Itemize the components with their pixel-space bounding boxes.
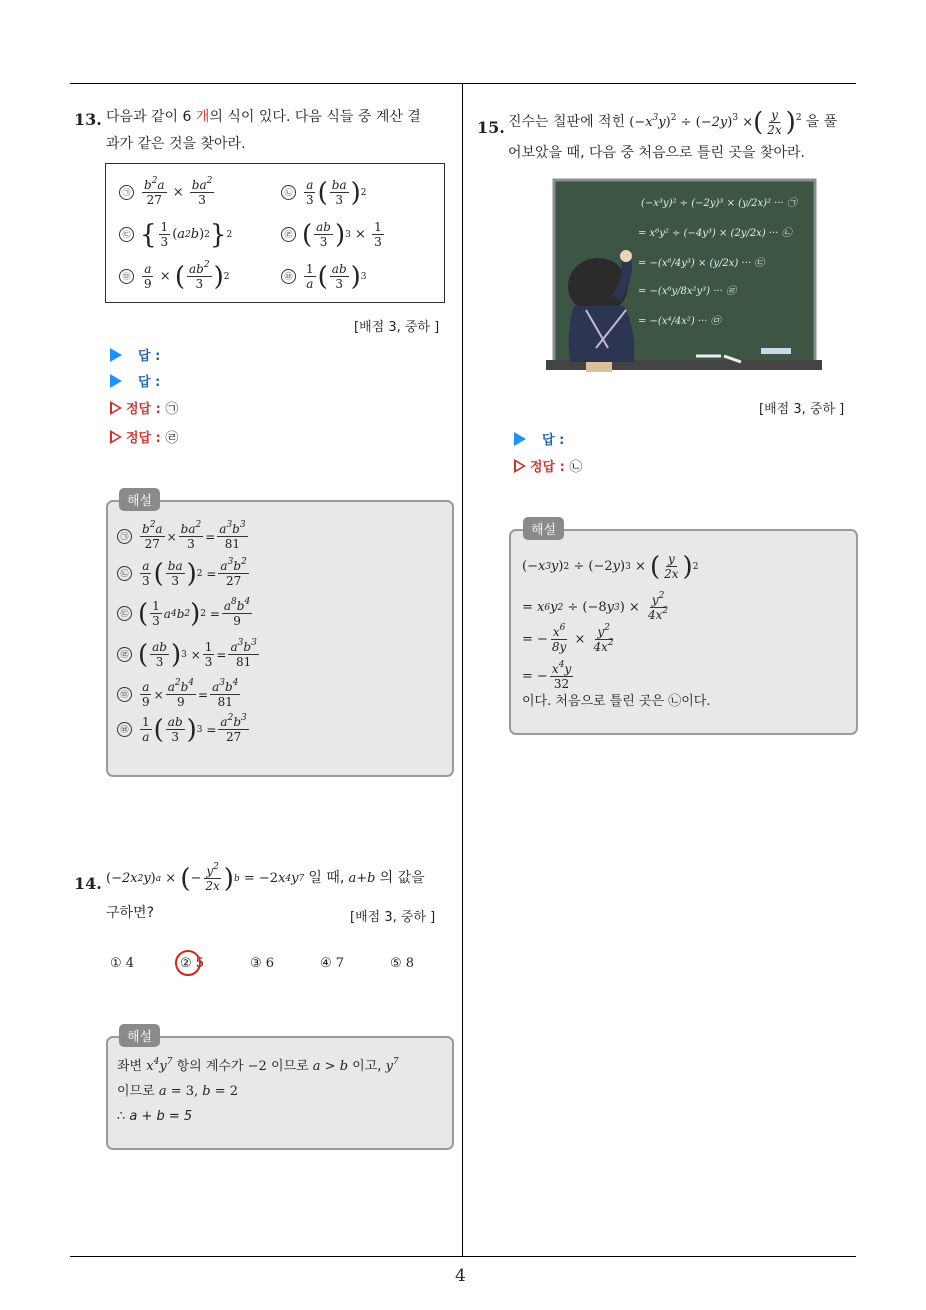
q13-correct-2: 정답 : ㉣ bbox=[110, 427, 178, 446]
student-figure bbox=[568, 250, 634, 372]
q14-choice-3[interactable]: ③ 6 bbox=[250, 956, 275, 971]
q15-answer[interactable]: 답 : bbox=[514, 429, 564, 448]
q15-question: 진수는 칠판에 적힌 $(-x^3y)^2 \div (-2y)^3$ × ( $\frac{y}{2x}$ )$^2$ 을 풀 bbox=[508, 107, 838, 138]
q15-sol-3: = − $\frac{x^6}{8y}$ × $\frac{y^2}{4x^2}$ bbox=[522, 623, 614, 654]
q13-solution-tag: 해설 bbox=[119, 488, 160, 511]
q14-score: [배점 3, 중하 ] bbox=[350, 910, 436, 925]
q14-choice-2[interactable]: ② 5 bbox=[180, 956, 205, 971]
q13-answer-2[interactable]: 답 : bbox=[110, 371, 160, 390]
q13-sol-1: ㉠ $\frac{b^2a}{27}$ × $\frac{ba^2}{3}$ = $\frac{a^3b^3}{81}$ bbox=[117, 522, 250, 551]
q13-score: [배점 3, 중하 ] bbox=[354, 320, 440, 335]
column-divider bbox=[462, 84, 463, 1256]
q14-sol-line2: 이므로 a = 3, b = 2 bbox=[117, 1084, 239, 1099]
q15-sol-4: = − $\frac{x^4y}{32}$ bbox=[522, 660, 572, 691]
q14-question-cont: 구하면? bbox=[106, 905, 155, 921]
q14-choice-5[interactable]: ⑤ 8 bbox=[390, 956, 415, 971]
q15-sol-1: ( −x 3 y ) 2 ÷ (−2 y ) 3 × ( $\frac{y}{2x}$ ) 2 bbox=[522, 551, 699, 582]
q13-sol-4: ㉣ ( $\frac{ab}{3}$ ) 3 × $\frac{1}{3}$ = $\frac{a^3b^3}{81}$ bbox=[117, 640, 261, 669]
q13-expr-4: ㉣ ( $\frac{ab}{3}$ ) 3 × $\frac{1}{3}$ bbox=[281, 220, 386, 249]
eraser bbox=[761, 348, 791, 354]
q13-question: 다음과 같이 6 개의 식이 있다. 다음 식들 중 계산 결 과가 같은 것을 찾아라. bbox=[106, 109, 421, 152]
q13-expr-2: ㉡ $\frac{a}{3}$ ( $\frac{ba}{3}$ ) 2 bbox=[281, 178, 367, 207]
q13-expr-6: ㉥ $\frac{1}{a}$ ( $\frac{ab}{3}$ ) 3 bbox=[281, 262, 367, 291]
q13-sol-3: ㉢ ( $\frac{1}{3}$ a 4 b 2 ) 2 = $\frac{a^8b^4}{9}$ bbox=[117, 599, 254, 628]
q14-choice-1[interactable]: ① 4 bbox=[110, 956, 135, 971]
q15-solution-tag: 해설 bbox=[523, 517, 564, 540]
q14-selected-mark bbox=[175, 950, 201, 976]
q15-score: [배점 3, 중하 ] bbox=[759, 402, 845, 417]
q13-correct-1: 정답 : ㉠ bbox=[110, 398, 178, 417]
q15-number: 15. bbox=[477, 118, 505, 137]
q13-expr-3: ㉢ { $\frac{1}{3}$ ( a 2 b ) 2 } 2 bbox=[119, 220, 232, 249]
q13-sol-2: ㉡ $\frac{a}{3}$ ( $\frac{ba}{3}$ ) 2 = $\frac{a^3b^2}{27}$ bbox=[117, 559, 251, 588]
svg-text:(−x³y)² ÷ (−2y)³ × (y/2x)² ···: (−x³y)² ÷ (−2y)³ × (y/2x)² ··· ㉠ bbox=[641, 198, 797, 209]
q15-sol-2: = x 6 y 2 ÷ (−8 y 3 ) × $\frac{y^2}{4x^2}$ bbox=[522, 591, 669, 622]
svg-text:= x⁶y² ÷ (−4y³) × (2y/2x) ···: = x⁶y² ÷ (−4y³) × (2y/2x) ··· ㉡ bbox=[638, 228, 792, 239]
q14-number: 14. bbox=[74, 874, 102, 893]
q13-sol-6: ㉥ $\frac{1}{a}$ ( $\frac{ab}{3}$ ) 3 = $\frac{a^2b^3}{27}$ bbox=[117, 715, 251, 744]
q14-sol-line3: ∴ a + b = 5 bbox=[117, 1109, 193, 1124]
q13-expr-1: ㉠ $\frac{b^2a}{27}$ × $\frac{ba^2}{3}$ bbox=[119, 178, 216, 207]
q15-question-cont: 어보았을 때, 다음 중 처음으로 틀린 곳을 찾아라. bbox=[508, 145, 806, 161]
q13-sol-5: ㉤ $\frac{a}{9}$ × $\frac{a^2b^4}{9}$ = $\frac{a^3b^4}{81}$ bbox=[117, 680, 242, 709]
q14-choice-4[interactable]: ④ 7 bbox=[320, 956, 345, 971]
q14-equation: ( −2x 2 y ) a × ( − $\frac{y^2}{2x}$ ) b = −2 x 4 y 7 일 때, a + b 의 값을 bbox=[106, 862, 425, 894]
svg-text:= −(x⁶y/8x²y³) ··· ㉣: = −(x⁶y/8x²y³) ··· ㉣ bbox=[638, 286, 736, 297]
q13-expr-5: ㉤ $\frac{a}{9}$ × ( $\frac{ab^2}{3}$ ) 2 bbox=[119, 262, 229, 291]
svg-text:= −(x⁴/4x²) ··· ㉤: = −(x⁴/4x²) ··· ㉤ bbox=[638, 316, 721, 327]
page-number: 4 bbox=[455, 1266, 466, 1286]
q14-sol-line1: 좌변 $x^4y^7$ 항의 계수가 −2 이므로 a > b 이고, $y^7$ bbox=[117, 1057, 399, 1074]
svg-text:= −(x⁶/4y³) × (y/2x) ··· ㉢: = −(x⁶/4y³) × (y/2x) ··· ㉢ bbox=[638, 258, 765, 269]
chalkboard-illustration bbox=[546, 178, 822, 372]
bottom-rule bbox=[70, 1256, 856, 1257]
q13-answer-1[interactable]: 답 : bbox=[110, 345, 160, 364]
top-rule bbox=[70, 83, 856, 84]
q15-sol-conclusion: 이다. 처음으로 틀린 곳은 ㉡이다. bbox=[522, 694, 711, 709]
q13-number: 13. bbox=[74, 110, 102, 129]
q15-correct: 정답 : ㉡ bbox=[514, 456, 582, 475]
q14-solution-tag: 해설 bbox=[119, 1024, 160, 1047]
